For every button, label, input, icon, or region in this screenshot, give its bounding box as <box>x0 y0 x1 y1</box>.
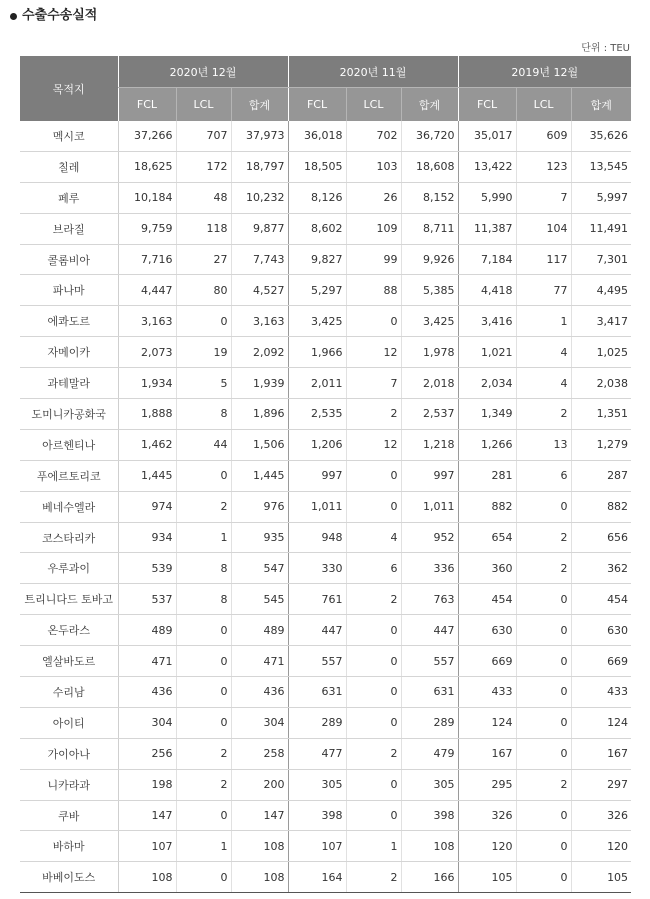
total-cell: 454 <box>571 584 631 615</box>
fcl-cell: 948 <box>288 522 346 553</box>
table-row <box>20 707 631 738</box>
destination-cell: 수리남 <box>20 677 118 708</box>
lcl-cell: 88 <box>346 275 401 306</box>
lcl-cell: 2 <box>516 399 571 430</box>
fcl-cell: 4,447 <box>118 275 176 306</box>
lcl-cell: 2 <box>516 522 571 553</box>
total-header: 합계 <box>231 88 288 122</box>
destination-cell: 과테말라 <box>20 368 118 399</box>
total-cell: 2,537 <box>401 399 458 430</box>
lcl-header: LCL <box>176 88 231 122</box>
destination-cell: 멕시코 <box>20 121 118 151</box>
total-cell: 7,301 <box>571 244 631 275</box>
total-cell: 336 <box>401 553 458 584</box>
fcl-cell: 436 <box>118 677 176 708</box>
fcl-cell: 454 <box>458 584 516 615</box>
total-cell: 305 <box>401 769 458 800</box>
lcl-cell: 0 <box>176 615 231 646</box>
fcl-cell: 631 <box>288 677 346 708</box>
destination-header: 목적지 <box>20 56 118 121</box>
destination-cell: 칠레 <box>20 151 118 182</box>
lcl-cell: 80 <box>176 275 231 306</box>
total-cell: 326 <box>571 800 631 831</box>
total-cell: 167 <box>571 738 631 769</box>
total-cell: 557 <box>401 646 458 677</box>
table-row <box>20 306 631 337</box>
export-volume-table <box>20 56 631 893</box>
total-cell: 669 <box>571 646 631 677</box>
total-cell: 18,608 <box>401 151 458 182</box>
fcl-cell: 198 <box>118 769 176 800</box>
fcl-cell: 557 <box>288 646 346 677</box>
page-title-text: 수출수송실적 <box>22 8 98 23</box>
total-cell: 976 <box>231 491 288 522</box>
fcl-header: FCL <box>288 88 346 122</box>
lcl-cell: 1 <box>176 831 231 862</box>
table-row <box>20 151 631 182</box>
fcl-cell: 1,462 <box>118 429 176 460</box>
table-row <box>20 831 631 862</box>
lcl-cell: 0 <box>516 584 571 615</box>
total-cell: 105 <box>571 862 631 893</box>
fcl-cell: 105 <box>458 862 516 893</box>
total-cell: 763 <box>401 584 458 615</box>
fcl-cell: 8,602 <box>288 213 346 244</box>
lcl-cell: 123 <box>516 151 571 182</box>
fcl-cell: 3,163 <box>118 306 176 337</box>
total-cell: 631 <box>401 677 458 708</box>
fcl-cell: 13,422 <box>458 151 516 182</box>
lcl-cell: 2 <box>176 769 231 800</box>
lcl-cell: 0 <box>176 707 231 738</box>
fcl-cell: 2,073 <box>118 337 176 368</box>
total-cell: 11,491 <box>571 213 631 244</box>
total-cell: 1,011 <box>401 491 458 522</box>
lcl-cell: 44 <box>176 429 231 460</box>
total-cell: 362 <box>571 553 631 584</box>
bullet-icon <box>10 13 17 20</box>
total-cell: 1,025 <box>571 337 631 368</box>
lcl-cell: 2 <box>346 584 401 615</box>
table-row <box>20 738 631 769</box>
period-header: 2020년 12월 <box>118 56 288 88</box>
lcl-cell: 0 <box>176 677 231 708</box>
total-cell: 3,425 <box>401 306 458 337</box>
lcl-cell: 1 <box>346 831 401 862</box>
lcl-cell: 2 <box>516 553 571 584</box>
fcl-cell: 1,966 <box>288 337 346 368</box>
lcl-cell: 118 <box>176 213 231 244</box>
total-header: 합계 <box>401 88 458 122</box>
destination-cell: 파나마 <box>20 275 118 306</box>
total-cell: 630 <box>571 615 631 646</box>
destination-cell: 푸에르토리코 <box>20 460 118 491</box>
lcl-cell: 702 <box>346 121 401 151</box>
lcl-cell: 0 <box>516 646 571 677</box>
lcl-cell: 4 <box>516 368 571 399</box>
fcl-cell: 124 <box>458 707 516 738</box>
page-title <box>10 7 97 25</box>
fcl-cell: 7,716 <box>118 244 176 275</box>
lcl-cell: 4 <box>516 337 571 368</box>
lcl-cell: 19 <box>176 337 231 368</box>
lcl-cell: 109 <box>346 213 401 244</box>
table-body <box>20 121 631 893</box>
fcl-cell: 37,266 <box>118 121 176 151</box>
table-row <box>20 491 631 522</box>
lcl-cell: 8 <box>176 553 231 584</box>
destination-cell: 페루 <box>20 182 118 213</box>
lcl-cell: 0 <box>516 862 571 893</box>
destination-cell: 엘살바도르 <box>20 646 118 677</box>
lcl-cell: 707 <box>176 121 231 151</box>
total-cell: 489 <box>231 615 288 646</box>
fcl-cell: 477 <box>288 738 346 769</box>
fcl-cell: 305 <box>288 769 346 800</box>
fcl-cell: 18,625 <box>118 151 176 182</box>
total-cell: 545 <box>231 584 288 615</box>
total-cell: 258 <box>231 738 288 769</box>
fcl-cell: 1,349 <box>458 399 516 430</box>
total-cell: 287 <box>571 460 631 491</box>
destination-cell: 아이티 <box>20 707 118 738</box>
total-cell: 3,417 <box>571 306 631 337</box>
fcl-cell: 1,888 <box>118 399 176 430</box>
fcl-cell: 35,017 <box>458 121 516 151</box>
total-cell: 37,973 <box>231 121 288 151</box>
total-cell: 447 <box>401 615 458 646</box>
fcl-cell: 974 <box>118 491 176 522</box>
period-header: 2019년 12월 <box>458 56 631 88</box>
fcl-cell: 326 <box>458 800 516 831</box>
table-row <box>20 368 631 399</box>
fcl-cell: 2,535 <box>288 399 346 430</box>
total-cell: 8,711 <box>401 213 458 244</box>
total-cell: 935 <box>231 522 288 553</box>
total-cell: 289 <box>401 707 458 738</box>
lcl-cell: 1 <box>516 306 571 337</box>
lcl-cell: 0 <box>346 646 401 677</box>
fcl-cell: 289 <box>288 707 346 738</box>
fcl-cell: 120 <box>458 831 516 862</box>
fcl-cell: 1,011 <box>288 491 346 522</box>
lcl-cell: 0 <box>346 460 401 491</box>
lcl-cell: 0 <box>346 677 401 708</box>
total-cell: 304 <box>231 707 288 738</box>
total-cell: 4,495 <box>571 275 631 306</box>
lcl-cell: 0 <box>516 677 571 708</box>
total-cell: 9,877 <box>231 213 288 244</box>
fcl-cell: 934 <box>118 522 176 553</box>
destination-cell: 도미니카공화국 <box>20 399 118 430</box>
lcl-cell: 0 <box>516 831 571 862</box>
fcl-cell: 3,416 <box>458 306 516 337</box>
table-row <box>20 182 631 213</box>
lcl-cell: 5 <box>176 368 231 399</box>
fcl-cell: 2,034 <box>458 368 516 399</box>
lcl-cell: 0 <box>346 615 401 646</box>
fcl-cell: 108 <box>118 862 176 893</box>
total-cell: 882 <box>571 491 631 522</box>
fcl-cell: 4,418 <box>458 275 516 306</box>
fcl-cell: 433 <box>458 677 516 708</box>
fcl-cell: 304 <box>118 707 176 738</box>
table-row <box>20 769 631 800</box>
total-cell: 547 <box>231 553 288 584</box>
total-cell: 108 <box>231 862 288 893</box>
fcl-cell: 10,184 <box>118 182 176 213</box>
fcl-cell: 1,206 <box>288 429 346 460</box>
total-cell: 479 <box>401 738 458 769</box>
table-row <box>20 275 631 306</box>
lcl-cell: 99 <box>346 244 401 275</box>
total-cell: 5,997 <box>571 182 631 213</box>
total-cell: 10,232 <box>231 182 288 213</box>
fcl-cell: 18,505 <box>288 151 346 182</box>
lcl-cell: 27 <box>176 244 231 275</box>
fcl-cell: 1,021 <box>458 337 516 368</box>
destination-cell: 온두라스 <box>20 615 118 646</box>
total-cell: 1,351 <box>571 399 631 430</box>
fcl-cell: 489 <box>118 615 176 646</box>
lcl-header: LCL <box>516 88 571 122</box>
total-cell: 200 <box>231 769 288 800</box>
table-row <box>20 615 631 646</box>
lcl-cell: 12 <box>346 429 401 460</box>
lcl-cell: 0 <box>516 707 571 738</box>
fcl-cell: 882 <box>458 491 516 522</box>
fcl-cell: 256 <box>118 738 176 769</box>
fcl-cell: 164 <box>288 862 346 893</box>
lcl-cell: 0 <box>346 491 401 522</box>
table-header <box>20 56 631 121</box>
lcl-cell: 1 <box>176 522 231 553</box>
fcl-cell: 36,018 <box>288 121 346 151</box>
lcl-cell: 0 <box>346 306 401 337</box>
total-cell: 35,626 <box>571 121 631 151</box>
total-cell: 124 <box>571 707 631 738</box>
fcl-cell: 1,934 <box>118 368 176 399</box>
fcl-cell: 471 <box>118 646 176 677</box>
fcl-cell: 11,387 <box>458 213 516 244</box>
table-row <box>20 553 631 584</box>
table-row <box>20 677 631 708</box>
lcl-cell: 0 <box>176 800 231 831</box>
fcl-cell: 7,184 <box>458 244 516 275</box>
total-cell: 1,939 <box>231 368 288 399</box>
total-cell: 9,926 <box>401 244 458 275</box>
fcl-cell: 295 <box>458 769 516 800</box>
fcl-cell: 167 <box>458 738 516 769</box>
lcl-cell: 12 <box>346 337 401 368</box>
lcl-cell: 13 <box>516 429 571 460</box>
lcl-cell: 77 <box>516 275 571 306</box>
lcl-cell: 8 <box>176 584 231 615</box>
total-cell: 1,896 <box>231 399 288 430</box>
lcl-cell: 48 <box>176 182 231 213</box>
total-cell: 297 <box>571 769 631 800</box>
fcl-cell: 398 <box>288 800 346 831</box>
table-row <box>20 429 631 460</box>
fcl-header: FCL <box>118 88 176 122</box>
fcl-cell: 107 <box>288 831 346 862</box>
table-row <box>20 584 631 615</box>
lcl-header: LCL <box>346 88 401 122</box>
total-cell: 147 <box>231 800 288 831</box>
lcl-cell: 2 <box>176 491 231 522</box>
total-cell: 3,163 <box>231 306 288 337</box>
total-cell: 5,385 <box>401 275 458 306</box>
lcl-cell: 6 <box>346 553 401 584</box>
lcl-cell: 0 <box>346 800 401 831</box>
lcl-cell: 104 <box>516 213 571 244</box>
fcl-cell: 281 <box>458 460 516 491</box>
total-cell: 1,279 <box>571 429 631 460</box>
fcl-cell: 147 <box>118 800 176 831</box>
lcl-cell: 0 <box>516 800 571 831</box>
table-row <box>20 460 631 491</box>
fcl-cell: 3,425 <box>288 306 346 337</box>
destination-cell: 바베이도스 <box>20 862 118 893</box>
total-cell: 2,038 <box>571 368 631 399</box>
destination-cell: 브라질 <box>20 213 118 244</box>
total-cell: 108 <box>231 831 288 862</box>
total-header: 합계 <box>571 88 631 122</box>
total-cell: 1,445 <box>231 460 288 491</box>
lcl-cell: 26 <box>346 182 401 213</box>
lcl-cell: 2 <box>176 738 231 769</box>
lcl-cell: 0 <box>516 738 571 769</box>
fcl-cell: 539 <box>118 553 176 584</box>
fcl-cell: 1,266 <box>458 429 516 460</box>
total-cell: 656 <box>571 522 631 553</box>
lcl-cell: 0 <box>176 646 231 677</box>
lcl-cell: 0 <box>346 769 401 800</box>
fcl-cell: 1,445 <box>118 460 176 491</box>
destination-cell: 니카라과 <box>20 769 118 800</box>
table-row <box>20 800 631 831</box>
total-cell: 8,152 <box>401 182 458 213</box>
total-cell: 120 <box>571 831 631 862</box>
total-cell: 1,506 <box>231 429 288 460</box>
lcl-cell: 117 <box>516 244 571 275</box>
lcl-cell: 7 <box>346 368 401 399</box>
table-row <box>20 399 631 430</box>
destination-cell: 쿠바 <box>20 800 118 831</box>
lcl-cell: 172 <box>176 151 231 182</box>
lcl-cell: 103 <box>346 151 401 182</box>
total-cell: 166 <box>401 862 458 893</box>
total-cell: 398 <box>401 800 458 831</box>
destination-cell: 자메이카 <box>20 337 118 368</box>
table-row <box>20 646 631 677</box>
destination-cell: 바하마 <box>20 831 118 862</box>
fcl-header: FCL <box>458 88 516 122</box>
fcl-cell: 654 <box>458 522 516 553</box>
table-row <box>20 522 631 553</box>
lcl-cell: 2 <box>346 738 401 769</box>
fcl-cell: 537 <box>118 584 176 615</box>
total-cell: 471 <box>231 646 288 677</box>
fcl-cell: 5,990 <box>458 182 516 213</box>
total-cell: 36,720 <box>401 121 458 151</box>
lcl-cell: 2 <box>516 769 571 800</box>
fcl-cell: 669 <box>458 646 516 677</box>
total-cell: 2,092 <box>231 337 288 368</box>
lcl-cell: 609 <box>516 121 571 151</box>
total-cell: 436 <box>231 677 288 708</box>
destination-cell: 아르헨티나 <box>20 429 118 460</box>
fcl-cell: 997 <box>288 460 346 491</box>
destination-cell: 베네수엘라 <box>20 491 118 522</box>
total-cell: 433 <box>571 677 631 708</box>
fcl-cell: 8,126 <box>288 182 346 213</box>
table-row <box>20 244 631 275</box>
destination-cell: 코스타리카 <box>20 522 118 553</box>
destination-cell: 가이아나 <box>20 738 118 769</box>
lcl-cell: 7 <box>516 182 571 213</box>
destination-cell: 트리니다드 토바고 <box>20 584 118 615</box>
total-cell: 952 <box>401 522 458 553</box>
fcl-cell: 360 <box>458 553 516 584</box>
total-cell: 18,797 <box>231 151 288 182</box>
destination-cell: 콜롬비아 <box>20 244 118 275</box>
table-row <box>20 213 631 244</box>
lcl-cell: 0 <box>176 306 231 337</box>
lcl-cell: 4 <box>346 522 401 553</box>
fcl-cell: 330 <box>288 553 346 584</box>
lcl-cell: 2 <box>346 399 401 430</box>
unit-label: 단위 : TEU <box>581 43 630 54</box>
total-cell: 13,545 <box>571 151 631 182</box>
fcl-cell: 447 <box>288 615 346 646</box>
lcl-cell: 0 <box>176 862 231 893</box>
fcl-cell: 630 <box>458 615 516 646</box>
lcl-cell: 8 <box>176 399 231 430</box>
fcl-cell: 9,759 <box>118 213 176 244</box>
lcl-cell: 2 <box>346 862 401 893</box>
fcl-cell: 5,297 <box>288 275 346 306</box>
fcl-cell: 2,011 <box>288 368 346 399</box>
destination-cell: 에콰도르 <box>20 306 118 337</box>
total-cell: 7,743 <box>231 244 288 275</box>
lcl-cell: 0 <box>176 460 231 491</box>
lcl-cell: 6 <box>516 460 571 491</box>
destination-cell: 우루과이 <box>20 553 118 584</box>
total-cell: 2,018 <box>401 368 458 399</box>
fcl-cell: 9,827 <box>288 244 346 275</box>
fcl-cell: 107 <box>118 831 176 862</box>
lcl-cell: 0 <box>346 707 401 738</box>
total-cell: 1,978 <box>401 337 458 368</box>
table-row <box>20 862 631 893</box>
period-header: 2020년 11월 <box>288 56 458 88</box>
lcl-cell: 0 <box>516 615 571 646</box>
total-cell: 1,218 <box>401 429 458 460</box>
table-row <box>20 121 631 151</box>
total-cell: 108 <box>401 831 458 862</box>
lcl-cell: 0 <box>516 491 571 522</box>
total-cell: 997 <box>401 460 458 491</box>
total-cell: 4,527 <box>231 275 288 306</box>
fcl-cell: 761 <box>288 584 346 615</box>
table-row <box>20 337 631 368</box>
